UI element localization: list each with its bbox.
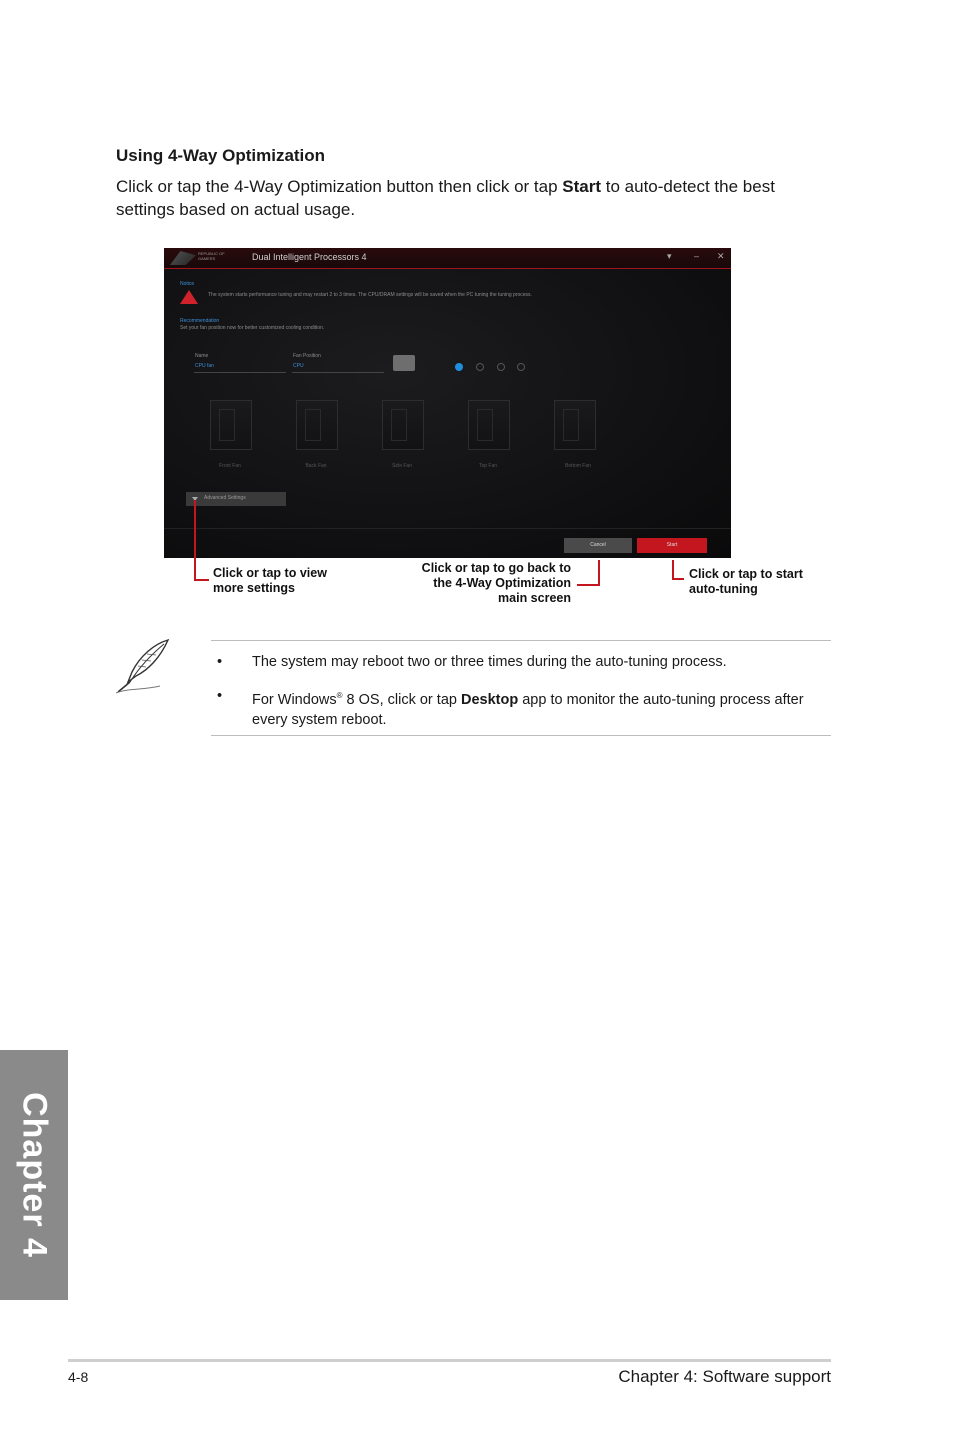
callout-line-view-vertical <box>194 500 196 581</box>
top-fan-case[interactable] <box>468 400 510 450</box>
callout-start-tuning-line-2: auto-tuning <box>689 582 758 596</box>
fan-spin-button[interactable] <box>393 355 415 371</box>
recommendation-label: Recommendation <box>180 318 220 324</box>
callout-view-more-line-2: more settings <box>213 581 295 595</box>
note-windows-text: For Windows <box>252 691 337 708</box>
callout-line-back-vertical <box>598 560 600 586</box>
app-titlebar <box>164 248 731 269</box>
name-field[interactable]: CPU fan <box>195 363 214 369</box>
fan-label-back: Back Fan <box>305 463 327 469</box>
intro-text-end: to auto-detect the best settings based on actual usage. <box>116 177 775 219</box>
app-brand: REPUBLIC OF GAMERS <box>198 251 225 261</box>
page-dot-3[interactable] <box>497 363 505 371</box>
chapter-side-tab <box>0 1050 68 1300</box>
callout-start-tuning <box>689 567 803 597</box>
callout-go-back-line-1: Click or tap to go back to <box>421 561 571 575</box>
registered-mark: ® <box>336 691 343 700</box>
intro-text-start: Click or tap the 4-Way Optimization button then click or tap <box>116 177 563 196</box>
intro-paragraph <box>116 175 816 221</box>
note-desktop-text <box>252 686 832 730</box>
app-screenshot <box>164 248 731 558</box>
fan-label-bottom: Bottom Fan <box>565 463 591 469</box>
fan-position-underline <box>292 372 384 373</box>
page-number: 4-8 <box>68 1369 89 1385</box>
start-button-label: Start <box>666 542 678 548</box>
name-label: Name <box>195 353 209 359</box>
titlebar-accent-line <box>164 268 731 269</box>
callout-line-back-horizontal <box>577 584 600 586</box>
footer-chapter-title: Chapter 4: Software support <box>618 1367 831 1386</box>
callout-go-back <box>401 561 571 606</box>
fan-label-side: Side Fan <box>391 463 412 469</box>
cancel-button-label: Cancel <box>590 542 606 548</box>
section-heading: Using 4-Way Optimization <box>116 146 326 165</box>
back-fan-case[interactable] <box>296 400 338 450</box>
note-os-text: 8 OS, click or tap <box>342 691 461 708</box>
page-dot-2[interactable] <box>476 363 484 371</box>
callout-line-start-horizontal <box>672 578 684 580</box>
chapter-tab-label: Chapter 4 <box>15 1092 54 1258</box>
callout-go-back-line-2: the 4-Way Optimization <box>433 576 571 590</box>
footer-divider <box>68 1359 831 1362</box>
intro-start-keyword: Start <box>562 177 602 196</box>
callout-line-view-horizontal <box>194 579 209 581</box>
fan-position-label: Fan Position <box>293 353 321 359</box>
app-title: Dual Intelligent Processors 4 <box>252 252 367 262</box>
feather-pen-icon <box>114 636 174 696</box>
recommendation-text: Set your fan position now for better customized cooling condition. <box>180 325 325 331</box>
minimize-icon[interactable]: – <box>694 251 700 261</box>
page-dot-1[interactable] <box>455 363 463 371</box>
note-box <box>211 640 831 736</box>
bottom-fan-case[interactable] <box>554 400 596 450</box>
advanced-settings-toggle[interactable] <box>186 492 286 506</box>
fan-position-field[interactable]: CPU <box>293 363 304 369</box>
dropdown-arrow-icon[interactable]: ▾ <box>667 251 672 261</box>
warning-icon <box>180 290 198 304</box>
close-icon[interactable]: ✕ <box>717 251 725 261</box>
notice-text: The system starts performance tuning and may restart 2 to 3 times. The CPU/DRAM settings will be saved when the PC tuning the tuning process. <box>208 292 532 298</box>
callout-go-back-line-3: main screen <box>498 591 571 605</box>
note-desktop-keyword: Desktop <box>460 691 519 708</box>
bullet: • <box>217 688 223 704</box>
callout-view-more-line-1: Click or tap to view <box>213 566 327 580</box>
app-footer-divider <box>164 528 731 529</box>
front-fan-case[interactable] <box>210 400 252 450</box>
fan-label-top: Top Fan <box>478 463 498 469</box>
callout-start-tuning-line-1: Click or tap to start <box>689 567 803 581</box>
fan-label-front: Front Fan <box>219 463 241 469</box>
bullet: • <box>217 654 223 670</box>
start-button[interactable] <box>637 538 707 553</box>
note-desktop-rest: app to monitor the auto-tuning process after every system reboot. <box>252 691 804 728</box>
note-reboot-text: The system may reboot two or three times during the auto-tuning process. <box>252 654 727 670</box>
name-field-underline <box>194 372 286 373</box>
notice-label: Notice <box>180 281 195 287</box>
cancel-button[interactable] <box>564 538 632 553</box>
advanced-settings-label: Advanced Settings <box>204 495 246 501</box>
callout-line-start-vertical <box>672 560 674 580</box>
callout-view-more <box>213 566 327 596</box>
side-fan-case[interactable] <box>382 400 424 450</box>
page-dot-4[interactable] <box>517 363 525 371</box>
